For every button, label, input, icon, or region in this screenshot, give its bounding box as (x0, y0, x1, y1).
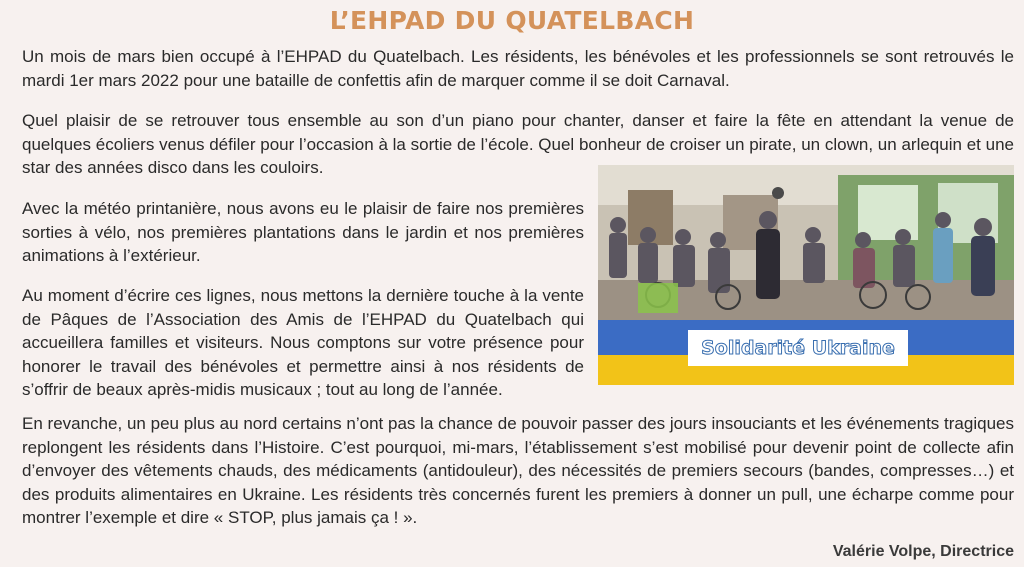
page-title: L’EHPAD DU QUATELBACH (329, 6, 695, 35)
paragraph-carnaval: Un mois de mars bien occupé à l’EHPAD du Quatelbach. Les résidents, les bénévoles et les professionnels se sont retrouvés le mardi 1er mars 2022 pour une bataille de confettis afin de marquer comme il se doit Carnaval. (22, 47, 1014, 90)
paragraph-piano: Quel plaisir de se retrouver tous ensemble au son d’un piano pour chanter, danser et faire la fête en attendant la venue de quelques écoliers venus défiler pour l’occasion à la sortie de l’école. Quel bonheur de croiser un pirate, un clown, un arlequin et une star des années disco dans les couloirs. (22, 111, 1014, 177)
residents-photo (598, 165, 1014, 385)
paragraph-ukraine: En revanche, un peu plus au nord certains n’ont pas la chance de pouvoir passer des jours insouciants et les événements tragiques replongent les résidents dans l’Histoire. C’est pourquoi, mi-mars, l’établissement s’est mobilisé pour devenir point de collecte afin d’envoyer des vêtements chauds, des médicaments (antidouleur), des nécessités de premiers secours (bandes, compresses…) et des produits alimentaires en Ukraine. Les résidents très concernés furent les premiers à donner un pull, une écharpe comme pour montrer l’exemple et dire « STOP, plus jamais ça ! ». (22, 414, 1014, 527)
solidarite-ukraine-label: Solidarité Ukraine (688, 330, 908, 366)
signature: Valérie Volpe, Directrice (832, 543, 1014, 560)
paragraph-vente-paques: Au moment d’écrire ces lignes, nous mettons la dernière touche à la vente de Pâques de l’Association des Amis de l’EHPAD du Quatelbach qui accueillera familles et visiteurs. Nous comptons sur votre présence pour honorer le travail des bénévoles et permettre ainsi à nos résidents de s’offrir de beaux après-midis musicaux ; tout au long de l’année. (22, 286, 584, 399)
paragraph-meteo: Avec la météo printanière, nous avons eu le plaisir de faire nos premières sorties à vélo, nos premières plantations dans le jardin et nos premières animations à l’extérieur. (22, 199, 584, 265)
